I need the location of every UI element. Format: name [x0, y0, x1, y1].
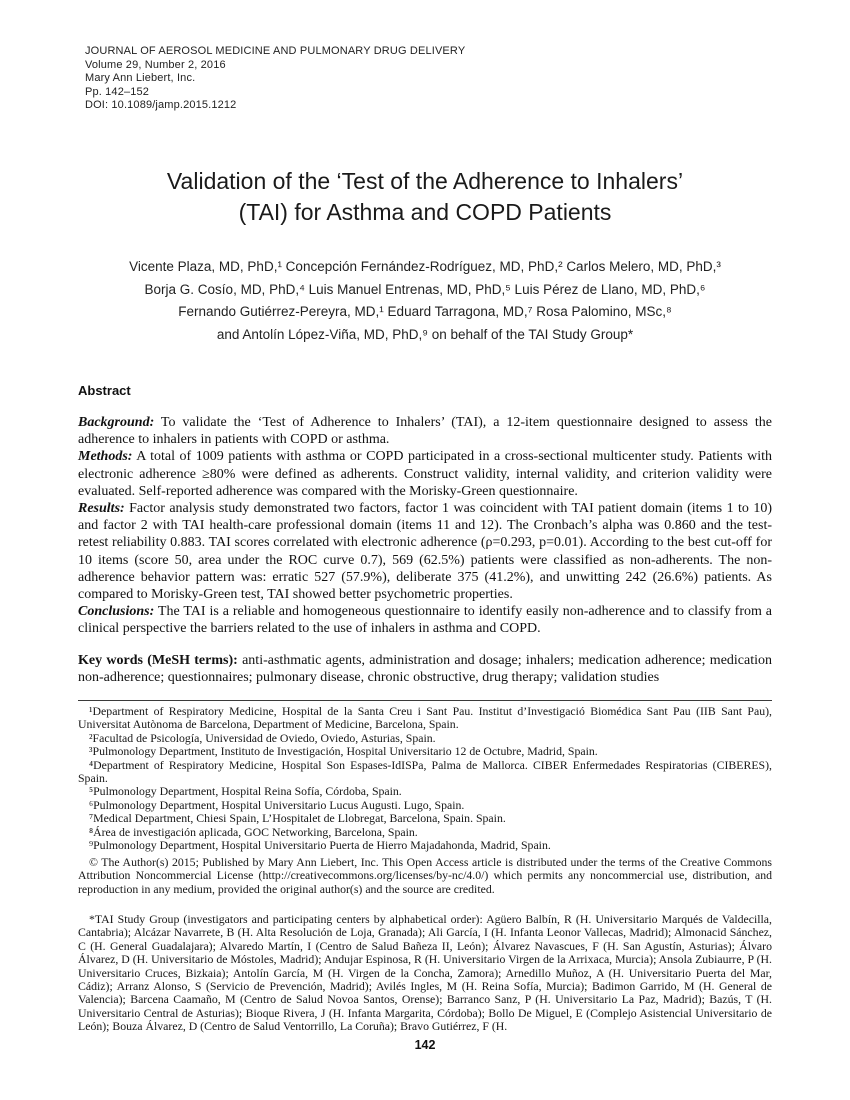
journal-name: JOURNAL OF AEROSOL MEDICINE AND PULMONARY DRUG DELIVERY: [85, 45, 466, 57]
abstract-background-paragraph: [78, 414, 772, 448]
footnote-divider: [78, 700, 772, 701]
abstract-heading: Abstract: [78, 383, 131, 398]
keywords-text: anti-asthmatic agents, administration and dosage; inhalers; medication adherence; medication non-adherence; questionnaires; pulmonary disease, chronic obstructive, drug therapy; validation studies: [78, 652, 773, 685]
journal-publisher: Mary Ann Liebert, Inc.: [85, 72, 196, 84]
author-line-2: Borja G. Cosío, MD, PhD,⁴ Luis Manuel Entrenas, MD, PhD,⁵ Luis Pérez de Llano, MD, PhD,⁶: [144, 281, 706, 297]
journal-page-range: Pp. 142–152: [85, 85, 150, 98]
affiliation-6: ⁶Pulmonology Department, Hospital Universitario Lucus Augusti. Lugo, Spain.: [89, 797, 465, 812]
author-line-1: Vicente Plaza, MD, PhD,¹ Concepción Fernández-Rodríguez, MD, PhD,² Carlos Melero, MD, PhD,³: [129, 259, 721, 274]
abstract-results-paragraph: [78, 500, 772, 603]
abstract-methods-paragraph: [78, 448, 772, 500]
abstract-conclusions-label: Conclusions:: [78, 604, 155, 620]
abstract-background-text: To validate the ‘Test of Adherence to Inhalers’ (TAI), a 12-item questionnaire designed to assess the adherence to inhalers in patients with COPD or asthma.: [78, 415, 772, 448]
affiliation-9: ⁹Pulmonology Department, Hospital Universitario Puerta de Hierro Majadahonda, Madrid, Spain.: [89, 838, 551, 853]
abstract-conclusions-paragraph: [78, 603, 772, 637]
abstract-methods-label: Methods:: [78, 449, 133, 465]
article-title: [0, 166, 850, 228]
abstract-section: [78, 383, 772, 686]
article-title-line-2: (TAI) for Asthma and COPD Patients: [238, 199, 612, 225]
author-line-3: Fernando Gutiérrez-Pereyra, MD,¹ Eduard Tarragona, MD,⁷ Rosa Palomino, MSc,⁸: [178, 304, 672, 319]
study-group-note: *TAI Study Group (investigators and participating centers by alphabetical order): Agüero Balbín, R (H. Universitario Marqués de Valdecilla, Cantabria); Alcázar Navarrete, B (H. Alta Resolución de Loja, Granada); Ali García, I (H. Infanta Leonor Vallecas, Madrid); Almonacid Sánchez, C (H. General Guadalajara); Alvaredo Martín, I (Centro de Salud Bañeza II, León); Álvarez Navascues, F (H. San Agustín, Asturias); Álvaro Álvarez, D (H. Universitario de Móstoles, Madrid); Andujar Espinosa, R (H. Universitario Virgen de la Arrixaca, Murcia); Ansola Zubiaurre, P (H. Universitario Cruces, Bizkaia); Antolín García, M (H. Virgen de la Concha, Zamora); Arnedillo Muñoz, A (H. Universitario Puerta del Mar, Cádiz); Arranz Alonso, S (Servicio de Prevención, Madrid); Avilés Ingles, M (H. Reina Sofía, Murcia); Badimon Garrido, M (H. General de Valencia); Barcena Caamaño, M (Centro de Salud Novoa Santos, Orense); Barranco Sanz, P (H. Universitario La Paz, Madrid); Bazús, T (H. Universitario Central de Asturias); Bioque Rivera, J (H. Infanta Margarita, Córdoba); Bollo De Miguel, E (Complejo Asistencial Universitario de León); Bouza Álvarez, D (Centro de Salud Ventorrillo, La Coruña); Bravo Gutiérrez, F (H.: [78, 912, 772, 1034]
keywords-label: Key words (MeSH terms):: [78, 652, 238, 668]
affiliation-7: ⁷Medical Department, Chiesi Spain, L’Hospitalet de Llobregat, Barcelona, Spain. Spain.: [89, 811, 506, 826]
journal-doi: DOI: 10.1089/jamp.2015.1212: [85, 99, 237, 111]
journal-volume-issue: Volume 29, Number 2, 2016: [85, 58, 226, 71]
author-line-4: and Antolín López-Viña, MD, PhD,⁹ on behalf of the TAI Study Group*: [216, 326, 634, 342]
affiliation-5: ⁵Pulmonology Department, Hospital Reina Sofía, Córdoba, Spain.: [89, 784, 402, 799]
abstract-results-text: Factor analysis study demonstrated two factors, factor 1 was coincident with TAI patient domain (items 1 to 10) and factor 2 with TAI health-care professional domain (items 11 and 12). The Cronbach’s alpha was 0.860 and the test-retest reliability 0.883. TAI scores correlated with electronic adherence (ρ=0.293, p=0.01). According to the best cut-off for 10 items (score 50, area under the ROC curve 0.7), 569 (62.5%) patients were classified as non-adherents. The non-adherence behavior pattern was: erratic 527 (57.9%), deliberate 375 (41.2%), and unwitting 242 (26.6%) patients. As compared to Morisky-Green test, TAI showed better psychometric properties.: [78, 501, 772, 603]
abstract-methods-text: A total of 1009 patients with asthma or COPD participated in a cross-sectional multicenter study. Patients with electronic adherence ≥80% were defined as adherents. Construct validity, internal validity, and criterion validity were evaluated. Self-reported adherence was compared with the Morisky-Green questionnaire.: [78, 449, 772, 499]
abstract-background-label: Background:: [78, 415, 155, 430]
affiliation-2: ²Facultad de Psicología, Universidad de Oviedo, Oviedo, Asturias, Spain.: [89, 730, 436, 745]
abstract-results-label: Results:: [78, 501, 125, 517]
journal-header: [85, 45, 465, 113]
keywords-paragraph: [78, 652, 772, 686]
affiliation-4: ⁴Department of Respiratory Medicine, Hospital Son Espases-IdISPa, Palma de Mallorca. CIBER Enfermedades Respiratorias (CIBERES), Spain.: [78, 757, 772, 786]
page-number: 142: [414, 1038, 436, 1052]
copyright-notice: © The Author(s) 2015; Published by Mary Ann Liebert, Inc. This Open Access article is distributed under the terms of the Creative Commons Attribution Noncommercial License (http://creativecommons.org/licenses/by-nc/4.0/) which permits any noncommercial use, distribution, and reproduction in any medium, provided the original author(s) and the source are credited.: [78, 855, 772, 896]
affiliations-section: [78, 705, 772, 852]
article-title-line-1: Validation of the ‘Test of the Adherence to Inhalers’: [166, 168, 684, 194]
affiliation-8: ⁸Área de investigación aplicada, GOC Networking, Barcelona, Spain.: [89, 824, 418, 839]
affiliation-3: ³Pulmonology Department, Instituto de Investigación, Hospital Universitario 12 de Octubre, Madrid, Spain.: [89, 744, 598, 759]
abstract-conclusions-text: The TAI is a reliable and homogeneous questionnaire to identify easily non-adherence and to classify from a clinical perspective the barriers related to the use of inhalers in asthma and COPD.: [78, 604, 772, 637]
affiliation-1: ¹Department of Respiratory Medicine, Hospital de la Santa Creu i Sant Pau. Institut d’Investigació Biomédica Sant Pau (IIB Sant Pau), Universitat Autònoma de Barcelona, Department of Medicine, Barcelona, Spain.: [78, 704, 772, 732]
author-list: [0, 256, 850, 346]
